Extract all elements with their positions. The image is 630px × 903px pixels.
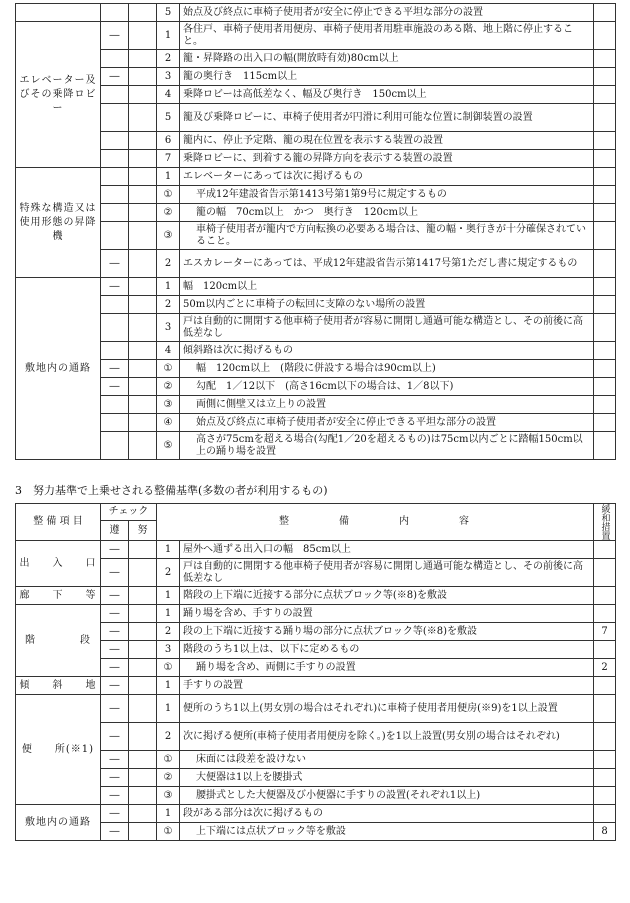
category-cell: 階 段 [16,605,101,677]
item-number-cell: ① [157,751,180,769]
relief-cell [594,86,616,104]
check-a-cell [101,132,129,150]
check-b-cell [129,50,157,68]
check-b-cell [129,695,157,723]
table-row [16,787,616,805]
item-number-cell: 3 [157,68,180,86]
relief-cell [594,751,616,769]
check-b-cell [129,769,157,787]
requirement-text-cell: 両側に側壁又は立上りの設置 [180,396,594,414]
requirement-text-cell: 段の上下端に近接する踊り場の部分に点状ブロック等(※8)を敷設 [180,623,594,641]
check-a-cell: ― [101,623,129,641]
check-b-cell [129,432,157,460]
item-number-cell: ① [157,823,180,841]
item-number-cell: 6 [157,132,180,150]
item-number-cell: 2 [157,723,180,751]
requirement-text-cell: 大便器は1以上を腰掛式 [180,769,594,787]
table-row [16,769,616,787]
table-row [16,296,616,314]
check-a-cell [101,296,129,314]
table-row [16,695,616,723]
item-number-cell: 4 [157,86,180,104]
check-a-cell [101,50,129,68]
relief-cell [594,677,616,695]
check-a-cell: ― [101,378,129,396]
requirement-text-cell: 始点及び終点に車椅子使用者が安全に停止できる平坦な部分の設置 [180,4,594,22]
category-cell: 廊 下 等 [16,587,101,605]
header-item: 整 備 項 目 [16,504,101,541]
category-cell: 便 所(※1) [16,695,101,805]
check-b-cell [129,396,157,414]
check-a-cell: ― [101,723,129,751]
check-a-cell: ― [101,659,129,677]
relief-cell [594,278,616,296]
table2-header [16,504,616,541]
standards-table-continued [15,3,616,460]
relief-cell [594,186,616,204]
requirement-text-cell: 各住戸、車椅子使用者用便房、車椅子使用者用駐車施設のある階、地上階に停止すること。 [180,22,594,50]
item-number-cell: 1 [157,278,180,296]
table-row [16,641,616,659]
requirement-text-cell: 幅 120cm以上 (階段に併設する場合は90cm以上) [180,360,594,378]
item-number-cell: 2 [157,623,180,641]
check-b-cell [129,677,157,695]
table-row [16,623,616,641]
relief-cell [594,168,616,186]
relief-cell [594,132,616,150]
requirement-text-cell: 勾配 1／12以下 (高さ16cm以下の場合は、1／8以下) [180,378,594,396]
check-b-cell [129,204,157,222]
relief-cell [594,4,616,22]
check-b-cell [129,641,157,659]
check-a-cell [101,86,129,104]
relief-cell [594,250,616,278]
requirement-text-cell: 戸は自動的に開閉する他車椅子使用者が容易に開閉し通過可能な構造とし、その前後に高低差なし [180,559,594,587]
relief-cell [594,104,616,132]
check-b-cell [129,823,157,841]
relief-cell [594,695,616,723]
item-number-cell: 4 [157,342,180,360]
requirement-text-cell: 床面には段差を設けない [180,751,594,769]
check-a-cell: ― [101,823,129,841]
check-a-cell [101,204,129,222]
requirement-text-cell: 幅 120cm以上 [180,278,594,296]
check-a-cell: ― [101,22,129,50]
check-b-cell [129,296,157,314]
item-number-cell: ② [157,769,180,787]
check-a-cell: ― [101,787,129,805]
check-b-cell [129,659,157,677]
requirement-text-cell: 次に掲げる便所(車椅子使用者用便房を除く。)を1以上設置(男女別の場合はそれぞれ) [180,723,594,751]
item-number-cell: 2 [157,296,180,314]
table-row [16,723,616,751]
table-row [16,432,616,460]
category-cell: 敷地内の通路 [16,278,101,460]
relief-cell [594,360,616,378]
check-b-cell [129,751,157,769]
table-row [16,22,616,50]
table-row [16,659,616,677]
category-cell: 出 入 口 [16,541,101,587]
table-row [16,414,616,432]
relief-cell [594,314,616,342]
requirement-text-cell: 戸は自動的に開閉する他車椅子使用者が容易に開閉し通過可能な構造とし、その前後に高低差なし [180,314,594,342]
requirement-text-cell: 籠内に、停止予定階、籠の現在位置を表示する装置の設置 [180,132,594,150]
header-col-a: 遵 [101,521,129,541]
item-number-cell: ⑤ [157,432,180,460]
section-heading: 3 努力基準で上乗せされる整備基準(多数の者が利用するもの) [15,484,328,497]
check-b-cell [129,559,157,587]
item-number-cell: 3 [157,641,180,659]
item-number-cell: 3 [157,314,180,342]
requirement-text-cell: 乗降ロビーに、到着する籠の昇降方向を表示する装置の設置 [180,150,594,168]
requirement-text-cell: 籠の奥行き 115cm以上 [180,68,594,86]
item-number-cell: ④ [157,414,180,432]
requirement-text-cell: 上下端には点状ブロック等を敷設 [180,823,594,841]
check-b-cell [129,605,157,623]
relief-cell: 2 [594,659,616,677]
item-number-cell: 1 [157,587,180,605]
table-row [16,587,616,605]
relief-cell [594,414,616,432]
table-row [16,342,616,360]
check-b-cell [129,360,157,378]
check-a-cell: ― [101,805,129,823]
item-number-cell: 2 [157,559,180,587]
requirement-text-cell: エスカレーターにあっては、平成12年建設省告示第1417号第1ただし書に規定するもの [180,250,594,278]
check-b-cell [129,222,157,250]
check-a-cell: ― [101,641,129,659]
table-row [16,378,616,396]
requirement-text-cell: 車椅子使用者が籠内で方向転換の必要ある場合は、籠の幅・奥行きが十分確保されていること。 [180,222,594,250]
relief-cell: 7 [594,623,616,641]
requirement-text-cell: 高さが75cmを超える場合(勾配1／20を超えるもの)は75cm以内ごとに踏幅150cm以上の踊り場を設置 [180,432,594,460]
check-a-cell: ― [101,769,129,787]
check-a-cell [101,414,129,432]
check-a-cell: ― [101,751,129,769]
check-a-cell [101,150,129,168]
check-b-cell [129,314,157,342]
check-a-cell: ― [101,68,129,86]
item-number-cell: ③ [157,222,180,250]
check-b-cell [129,4,157,22]
check-a-cell: ― [101,695,129,723]
item-number-cell: 1 [157,541,180,559]
check-a-cell: ― [101,278,129,296]
requirement-text-cell: 階段のうち1以上は、以下に定めるもの [180,641,594,659]
check-a-cell: ― [101,541,129,559]
item-number-cell: 5 [157,4,180,22]
check-b-cell [129,787,157,805]
relief-cell [594,541,616,559]
table-row [16,68,616,86]
requirement-text-cell: 手すりの設置 [180,677,594,695]
relief-cell [594,342,616,360]
relief-cell [594,68,616,86]
requirement-text-cell: 籠の幅 70cm以上 かつ 奥行き 120cm以上 [180,204,594,222]
check-a-cell: ― [101,360,129,378]
relief-cell [594,204,616,222]
check-b-cell [129,250,157,278]
table-row [16,605,616,623]
requirement-text-cell: エレベーターにあっては次に掲げるもの [180,168,594,186]
check-b-cell [129,86,157,104]
check-b-cell [129,723,157,751]
relief-cell [594,378,616,396]
requirement-text-cell: 50m以内ごとに車椅子の転回に支障のない場所の設置 [180,296,594,314]
table-row [16,541,616,559]
effort-standards-table [15,503,616,841]
header-check: チェック [101,504,157,521]
check-b-cell [129,186,157,204]
requirement-text-cell: 便所のうち1以上(男女別の場合はそれぞれ)に車椅子使用者用便房(※9)を1以上設置 [180,695,594,723]
requirement-text-cell: 傾斜路は次に掲げるもの [180,342,594,360]
relief-cell [594,559,616,587]
item-number-cell: 1 [157,677,180,695]
category-cell [16,4,101,22]
check-b-cell [129,22,157,50]
item-number-cell: ③ [157,787,180,805]
item-number-cell: ① [157,360,180,378]
table-row [16,823,616,841]
check-b-cell [129,414,157,432]
check-a-cell: ― [101,250,129,278]
check-a-cell [101,342,129,360]
table-row [16,204,616,222]
requirement-text-cell: 籠及び乗降ロビーに、車椅子使用者が円滑に利用可能な位置に制御装置の設置 [180,104,594,132]
requirement-text-cell: 屋外へ通ずる出入口の幅 85cm以上 [180,541,594,559]
requirement-text-cell: 階段の上下端に近接する部分に点状ブロック等(※8)を敷設 [180,587,594,605]
requirement-text-cell: 始点及び終点に車椅子使用者が安全に停止できる平坦な部分の設置 [180,414,594,432]
check-b-cell [129,805,157,823]
table-row [16,186,616,204]
check-a-cell [101,168,129,186]
requirement-text-cell: 腰掛式とした大便器及び小便器に手すりの設置(それぞれ1以上) [180,787,594,805]
category-cell: 傾 斜 地 [16,677,101,695]
item-number-cell: 1 [157,605,180,623]
requirement-text-cell: 乗降ロビーは高低差なく、幅及び奥行き 150cm以上 [180,86,594,104]
table1-body [16,4,616,460]
check-b-cell [129,150,157,168]
item-number-cell: ③ [157,396,180,414]
check-b-cell [129,168,157,186]
check-a-cell: ― [101,605,129,623]
check-a-cell [101,222,129,250]
requirement-text-cell: 踊り場を含め、手すりの設置 [180,605,594,623]
relief-cell [594,22,616,50]
check-a-cell [101,432,129,460]
table-row [16,168,616,186]
check-b-cell [129,68,157,86]
check-b-cell [129,104,157,132]
table-row [16,132,616,150]
requirement-text-cell: 籠・昇降路の出入口の幅(開放時有効)80cm以上 [180,50,594,68]
check-a-cell: ― [101,677,129,695]
table-row [16,86,616,104]
relief-cell [594,432,616,460]
check-b-cell [129,587,157,605]
table-row [16,150,616,168]
relief-cell [594,587,616,605]
relief-cell [594,605,616,623]
relief-cell [594,641,616,659]
category-cell: 特殊な構造又は使用形態の昇降機 [16,168,101,278]
relief-cell [594,396,616,414]
requirement-text-cell: 踊り場を含め、両側に手すりの設置 [180,659,594,677]
item-number-cell: ② [157,378,180,396]
item-number-cell: 1 [157,168,180,186]
table-row [16,805,616,823]
item-number-cell: 1 [157,695,180,723]
table-row [16,250,616,278]
table-row [16,314,616,342]
check-a-cell: ― [101,559,129,587]
table-row [16,50,616,68]
item-number-cell: 7 [157,150,180,168]
item-number-cell: 5 [157,104,180,132]
check-a-cell [101,396,129,414]
table2-body [16,541,616,841]
item-number-cell: 2 [157,250,180,278]
table-row [16,278,616,296]
table-row [16,104,616,132]
item-number-cell: 1 [157,805,180,823]
table-row [16,559,616,587]
category-cell: エレベーター及びその乗降ロビー [16,22,101,168]
check-b-cell [129,132,157,150]
check-a-cell [101,4,129,22]
table-row [16,396,616,414]
relief-cell [594,222,616,250]
relief-cell [594,787,616,805]
check-a-cell [101,314,129,342]
table-row [16,360,616,378]
item-number-cell: 2 [157,50,180,68]
check-a-cell: ― [101,587,129,605]
requirement-text-cell: 段がある部分は次に掲げるもの [180,805,594,823]
relief-cell [594,296,616,314]
requirement-text-cell: 平成12年建設省告示第1413号第1第9号に規定するもの [180,186,594,204]
item-number-cell: 1 [157,22,180,50]
table-row [16,751,616,769]
relief-cell [594,50,616,68]
item-number-cell: ① [157,659,180,677]
item-number-cell: ① [157,186,180,204]
item-number-cell: ② [157,204,180,222]
header-relief: 緩和措置 [594,504,616,541]
check-b-cell [129,623,157,641]
table-row [16,222,616,250]
check-a-cell [101,104,129,132]
check-b-cell [129,378,157,396]
check-a-cell [101,186,129,204]
check-b-cell [129,541,157,559]
check-b-cell [129,342,157,360]
table-row [16,4,616,22]
category-cell: 敷地内の通路 [16,805,101,841]
table-row [16,677,616,695]
check-b-cell [129,278,157,296]
relief-cell [594,805,616,823]
header-col-b: 努 [129,521,157,541]
relief-cell [594,723,616,751]
relief-cell: 8 [594,823,616,841]
relief-cell [594,150,616,168]
relief-cell [594,769,616,787]
header-content: 整 備 内 容 [157,504,594,541]
